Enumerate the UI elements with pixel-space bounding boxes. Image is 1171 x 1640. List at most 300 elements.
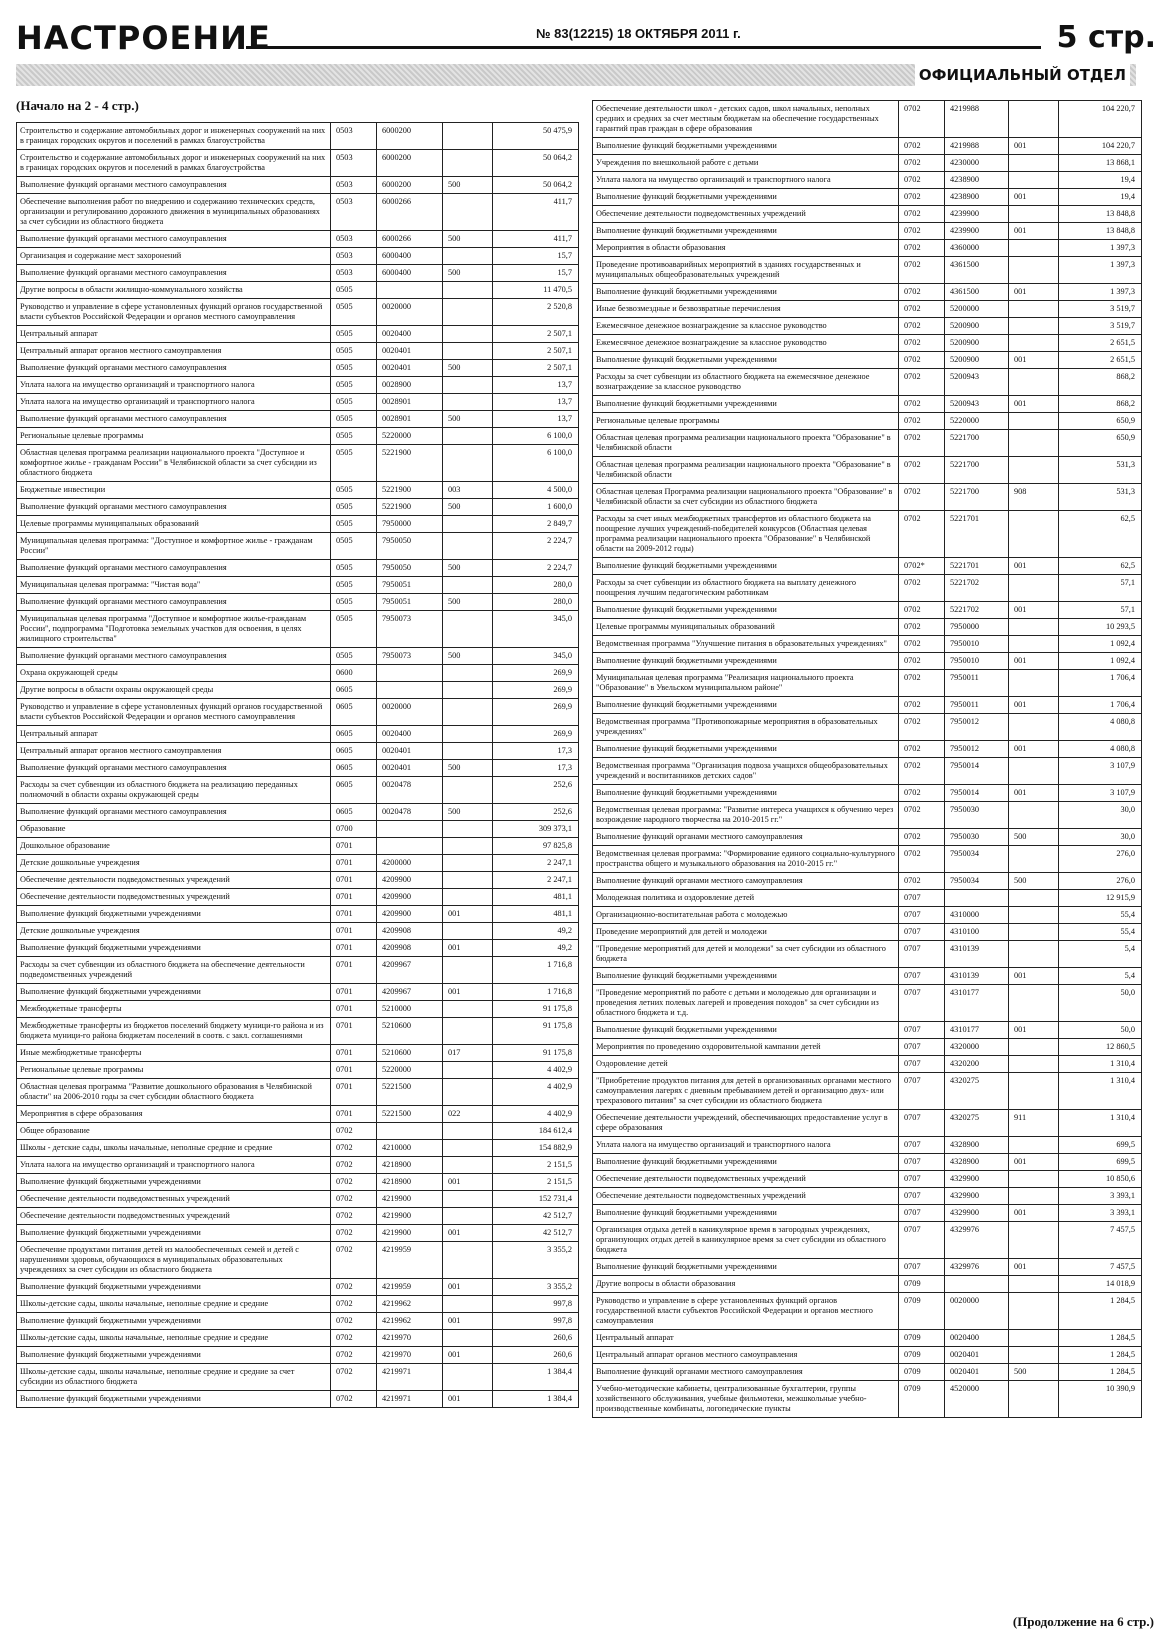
item-name-cell: Обеспечение деятельности учреждений, обеспечивающих предоставление услуг в сфере образования (593, 1110, 899, 1137)
amount-cell: 19,4 (1059, 172, 1142, 189)
amount-cell: 91 175,8 (493, 1018, 579, 1045)
amount-cell: 2 224,7 (493, 560, 579, 577)
expense-type-cell (443, 1191, 493, 1208)
target-code-cell: 5221701 (945, 558, 1009, 575)
amount-cell: 13 868,1 (1059, 155, 1142, 172)
amount-cell: 260,6 (493, 1347, 579, 1364)
amount-cell: 269,9 (493, 726, 579, 743)
item-name-cell: Мероприятия по проведению оздоровительной кампании детей (593, 1039, 899, 1056)
expense-type-cell: 908 (1009, 484, 1059, 511)
amount-cell: 4 402,9 (493, 1062, 579, 1079)
section-code-cell: 0702 (331, 1191, 377, 1208)
item-name-cell: Мероприятия в сфере образования (17, 1106, 331, 1123)
target-code-cell: 4200000 (377, 855, 443, 872)
item-name-cell: Выполнение функций органами местного самоуправления (17, 648, 331, 665)
section-code-cell: 0605 (331, 743, 377, 760)
amount-cell: 30,0 (1059, 829, 1142, 846)
target-code-cell: 5221702 (945, 575, 1009, 602)
target-code-cell: 4219962 (377, 1296, 443, 1313)
amount-cell: 49,2 (493, 923, 579, 940)
section-code-cell: 0702 (331, 1208, 377, 1225)
target-code-cell: 5220000 (377, 428, 443, 445)
table-row (593, 1276, 1142, 1293)
target-code-cell: 4361500 (945, 284, 1009, 301)
table-row (593, 802, 1142, 829)
expense-type-cell (1009, 335, 1059, 352)
target-code-cell: 4310177 (945, 1022, 1009, 1039)
section-code-cell: 0702* (899, 558, 945, 575)
target-code-cell: 6000400 (377, 265, 443, 282)
table-row (17, 906, 579, 923)
item-name-cell: Региональные целевые программы (17, 1062, 331, 1079)
expense-type-cell (1009, 670, 1059, 697)
amount-cell: 2 247,1 (493, 855, 579, 872)
target-code-cell: 5221700 (945, 457, 1009, 484)
table-row (17, 1242, 579, 1279)
table-row (17, 1001, 579, 1018)
target-code-cell: 0020400 (945, 1330, 1009, 1347)
section-code-cell: 0702 (899, 484, 945, 511)
amount-cell: 699,5 (1059, 1154, 1142, 1171)
expense-type-cell: 001 (1009, 785, 1059, 802)
table-row (593, 1188, 1142, 1205)
item-name-cell: Выполнение функций бюджетными учреждениями (593, 396, 899, 413)
item-name-cell: Выполнение функций бюджетными учреждениями (593, 697, 899, 714)
item-name-cell: Иные безвозмездные и безвозвратные перечисления (593, 301, 899, 318)
table-row (17, 1191, 579, 1208)
table-row (593, 301, 1142, 318)
amount-cell: 269,9 (493, 682, 579, 699)
amount-cell: 2 151,5 (493, 1157, 579, 1174)
item-name-cell: Выполнение функций органами местного самоуправления (17, 411, 331, 428)
item-name-cell: Обеспечение деятельности подведомственных учреждений (17, 872, 331, 889)
section-code-cell: 0702 (899, 301, 945, 318)
section-code-cell: 0701 (331, 1045, 377, 1062)
item-name-cell: Расходы за счет иных межбюджетных трансфертов из областного бюджета на поощрение лучших учреждений-победителей конкурсов (Областная целевая программа реализации национального проекта "Образование" в Челябинской области на 2009-2012 годы) (593, 511, 899, 558)
table-row (17, 940, 579, 957)
item-name-cell: Выполнение функций бюджетными учреждениями (593, 785, 899, 802)
section-code-cell: 0702 (899, 413, 945, 430)
section-code-cell: 0707 (899, 1154, 945, 1171)
target-code-cell: 0020400 (377, 726, 443, 743)
table-row (17, 248, 579, 265)
target-code-cell (945, 1276, 1009, 1293)
target-code-cell: 4329976 (945, 1259, 1009, 1276)
amount-cell: 55,4 (1059, 924, 1142, 941)
table-row (593, 924, 1142, 941)
section-code-cell: 0702 (899, 741, 945, 758)
expense-type-cell (443, 957, 493, 984)
amount-cell: 650,9 (1059, 430, 1142, 457)
expense-type-cell (1009, 890, 1059, 907)
table-row (17, 377, 579, 394)
section-code-cell: 0605 (331, 726, 377, 743)
expense-type-cell (443, 377, 493, 394)
section-code-cell: 0702 (331, 1391, 377, 1408)
amount-cell: 13 848,8 (1059, 206, 1142, 223)
item-name-cell: Центральный аппарат (17, 726, 331, 743)
expense-type-cell (443, 428, 493, 445)
expense-type-cell (1009, 172, 1059, 189)
item-name-cell: "Проведение мероприятий по работе с детьми и молодежью для организации и проведения летних полевых лагерей и проведения походов" за счет субсидии из областного бюджета и т.д. (593, 985, 899, 1022)
section-code-cell: 0503 (331, 150, 377, 177)
target-code-cell: 7950011 (945, 670, 1009, 697)
item-name-cell: Учреждения по внешкольной работе с детьми (593, 155, 899, 172)
section-code-cell: 0605 (331, 699, 377, 726)
section-code-cell: 0505 (331, 533, 377, 560)
expense-type-cell: 001 (1009, 1259, 1059, 1276)
section-code-cell: 0505 (331, 428, 377, 445)
expense-type-cell (1009, 924, 1059, 941)
amount-cell: 13,7 (493, 394, 579, 411)
section-code-cell: 0707 (899, 1205, 945, 1222)
section-code-cell: 0702 (331, 1123, 377, 1140)
table-row (17, 804, 579, 821)
section-code-cell: 0702 (331, 1242, 377, 1279)
table-row (17, 1123, 579, 1140)
target-code-cell (377, 282, 443, 299)
expense-type-cell (443, 123, 493, 150)
item-name-cell: Выполнение функций бюджетными учреждениями (593, 284, 899, 301)
section-code-cell: 0702 (899, 101, 945, 138)
table-row (593, 1039, 1142, 1056)
section-code-cell: 0702 (899, 206, 945, 223)
item-name-cell: Целевые программы муниципальных образований (593, 619, 899, 636)
expense-type-cell: 001 (1009, 1022, 1059, 1039)
amount-cell: 42 512,7 (493, 1208, 579, 1225)
amount-cell: 1 706,4 (1059, 697, 1142, 714)
section-code-cell: 0503 (331, 265, 377, 282)
section-code-cell: 0701 (331, 906, 377, 923)
target-code-cell (377, 665, 443, 682)
target-code-cell: 4219900 (377, 1208, 443, 1225)
item-name-cell: Выполнение функций бюджетными учреждениями (17, 906, 331, 923)
amount-cell: 997,8 (493, 1313, 579, 1330)
section-code-cell: 0709 (899, 1330, 945, 1347)
target-code-cell: 0020000 (377, 699, 443, 726)
item-name-cell: Межбюджетные трансферты из бюджетов поселений бюджету муници-го района и из бюджета муници-го района бюджетам поселений в соотв. с закл. соглашениями (17, 1018, 331, 1045)
expense-type-cell (1009, 1188, 1059, 1205)
expense-type-cell: 500 (443, 560, 493, 577)
table-row (17, 726, 579, 743)
table-row (593, 352, 1142, 369)
target-code-cell: 7950034 (945, 873, 1009, 890)
target-code-cell: 5200943 (945, 369, 1009, 396)
section-code-cell: 0702 (899, 155, 945, 172)
section-code-cell: 0702 (899, 369, 945, 396)
section-code-cell: 0702 (899, 430, 945, 457)
item-name-cell: Выполнение функций бюджетными учреждениями (593, 1205, 899, 1222)
amount-cell: 4 500,0 (493, 482, 579, 499)
section-code-cell: 0701 (331, 889, 377, 906)
amount-cell: 481,1 (493, 906, 579, 923)
table-row (593, 457, 1142, 484)
item-name-cell: Центральный аппарат органов местного самоуправления (17, 343, 331, 360)
expense-type-cell: 001 (443, 984, 493, 1001)
expense-type-cell (1009, 511, 1059, 558)
target-code-cell: 7950030 (945, 802, 1009, 829)
expense-type-cell (443, 743, 493, 760)
item-name-cell: Выполнение функций бюджетными учреждениями (17, 1391, 331, 1408)
left-column (16, 122, 578, 1408)
section-code-cell: 0702 (899, 829, 945, 846)
amount-cell: 1 716,8 (493, 957, 579, 984)
expense-type-cell (1009, 758, 1059, 785)
amount-cell: 1 284,5 (1059, 1293, 1142, 1330)
target-code-cell (377, 821, 443, 838)
table-row (17, 1364, 579, 1391)
table-row (593, 985, 1142, 1022)
expense-type-cell (443, 821, 493, 838)
item-name-cell: Ведомственная целевая программа: "Развитие интереса учащихся к обучению через возрождение народного творчества на 2010-2015 гг." (593, 802, 899, 829)
section-code-cell: 0505 (331, 411, 377, 428)
section-code-cell: 0505 (331, 326, 377, 343)
table-row (593, 1073, 1142, 1110)
expense-type-cell: 001 (443, 906, 493, 923)
item-name-cell: Детские дошкольные учреждения (17, 855, 331, 872)
section-code-cell: 0709 (899, 1364, 945, 1381)
item-name-cell: Школы-детские сады, школы начальные, неполные средние и средние (17, 1296, 331, 1313)
expense-type-cell (1009, 155, 1059, 172)
amount-cell: 868,2 (1059, 396, 1142, 413)
target-code-cell: 7950030 (945, 829, 1009, 846)
table-row (17, 872, 579, 889)
section-code-cell: 0605 (331, 760, 377, 777)
item-name-cell: Выполнение функций бюджетными учреждениями (593, 741, 899, 758)
section-code-cell: 0702 (899, 189, 945, 206)
target-code-cell: 6000200 (377, 177, 443, 194)
target-code-cell: 5221701 (945, 511, 1009, 558)
item-name-cell: Выполнение функций бюджетными учреждениями (17, 1279, 331, 1296)
item-name-cell: Руководство и управление в сфере установленных функций органов государственной власти субъектов Российской Федерации и органов местного самоуправления (593, 1293, 899, 1330)
item-name-cell: Расходы за счет субвенции из областного бюджета на реализацию переданных полномочий в области охраны окружающей среды (17, 777, 331, 804)
continuation-end-note: (Продолжение на 6 стр.) (1012, 1614, 1154, 1629)
target-code-cell: 4218900 (377, 1174, 443, 1191)
target-code-cell: 4310139 (945, 941, 1009, 968)
section-code-cell: 0702 (899, 138, 945, 155)
target-code-cell: 4219962 (377, 1313, 443, 1330)
target-code-cell: 7950051 (377, 594, 443, 611)
table-row (593, 430, 1142, 457)
table-row (593, 1381, 1142, 1418)
expense-type-cell (1009, 1137, 1059, 1154)
section-code-cell: 0702 (899, 846, 945, 873)
expense-type-cell: 500 (443, 231, 493, 248)
item-name-cell: Выполнение функций органами местного самоуправления (17, 177, 331, 194)
item-name-cell: Выполнение функций органами местного самоуправления (17, 560, 331, 577)
target-code-cell: 5221500 (377, 1079, 443, 1106)
table-row (17, 1347, 579, 1364)
expense-type-cell (443, 1364, 493, 1391)
section-code-cell: 0702 (331, 1157, 377, 1174)
table-row (17, 923, 579, 940)
expense-type-cell (443, 445, 493, 482)
amount-cell: 1 397,3 (1059, 257, 1142, 284)
item-name-cell: Обеспечение деятельности подведомственных учреждений (593, 1188, 899, 1205)
section-code-cell: 0707 (899, 968, 945, 985)
amount-cell: 4 080,8 (1059, 714, 1142, 741)
table-row (593, 240, 1142, 257)
target-code-cell: 4310000 (945, 907, 1009, 924)
amount-cell: 345,0 (493, 648, 579, 665)
table-row (593, 484, 1142, 511)
item-name-cell: Выполнение функций бюджетными учреждениями (593, 1259, 899, 1276)
table-row (17, 516, 579, 533)
amount-cell: 276,0 (1059, 873, 1142, 890)
table-row (593, 602, 1142, 619)
budget-table-right (592, 100, 1142, 1418)
item-name-cell: Оздоровление детей (593, 1056, 899, 1073)
table-row (593, 785, 1142, 802)
section-code-cell: 0702 (899, 653, 945, 670)
table-row (17, 1391, 579, 1408)
target-code-cell: 4520000 (945, 1381, 1009, 1418)
section-code-cell: 0505 (331, 560, 377, 577)
section-code-cell: 0702 (331, 1174, 377, 1191)
target-code-cell: 4219900 (377, 1225, 443, 1242)
table-row (17, 499, 579, 516)
target-code-cell: 4219959 (377, 1279, 443, 1296)
expense-type-cell (443, 665, 493, 682)
expense-type-cell: 500 (1009, 1364, 1059, 1381)
table-row (17, 1279, 579, 1296)
item-name-cell: Муниципальная целевая программа "Реализация национального проекта "Образование" в Увельском муниципальном районе" (593, 670, 899, 697)
expense-type-cell (443, 1242, 493, 1279)
table-row (593, 511, 1142, 558)
section-code-cell: 0505 (331, 299, 377, 326)
amount-cell: 1 284,5 (1059, 1330, 1142, 1347)
section-code-cell: 0707 (899, 1188, 945, 1205)
section-code-cell: 0702 (899, 619, 945, 636)
item-name-cell: Областная целевая программа "Развитие дошкольного образования в Челябинской области" на 2006-2010 годы за счет субсидии областного бюджета (17, 1079, 331, 1106)
amount-cell: 2 507,1 (493, 360, 579, 377)
amount-cell: 55,4 (1059, 907, 1142, 924)
item-name-cell: Выполнение функций бюджетными учреждениями (17, 984, 331, 1001)
section-code-cell: 0702 (899, 602, 945, 619)
item-name-cell: Выполнение функций органами местного самоуправления (17, 360, 331, 377)
target-code-cell: 5210600 (377, 1018, 443, 1045)
expense-type-cell (1009, 1347, 1059, 1364)
section-code-cell: 0707 (899, 1039, 945, 1056)
section-code-cell: 0605 (331, 777, 377, 804)
section-code-cell: 0707 (899, 941, 945, 968)
amount-cell: 269,9 (493, 699, 579, 726)
item-name-cell: Уплата налога на имущество организаций и транспортного налога (593, 1137, 899, 1154)
expense-type-cell (1009, 1039, 1059, 1056)
table-row (593, 758, 1142, 785)
expense-type-cell (443, 1140, 493, 1157)
target-code-cell: 5200000 (945, 301, 1009, 318)
table-row (17, 665, 579, 682)
table-row (593, 413, 1142, 430)
item-name-cell: Областная целевая программа реализации национального проекта "Образование" в Челябинской области (593, 457, 899, 484)
section-code-cell: 0702 (899, 873, 945, 890)
section-code-cell: 0701 (331, 1018, 377, 1045)
item-name-cell: Целевые программы муниципальных образований (17, 516, 331, 533)
amount-cell: 1 310,4 (1059, 1056, 1142, 1073)
expense-type-cell: 001 (443, 940, 493, 957)
target-code-cell: 4209908 (377, 923, 443, 940)
expense-type-cell (1009, 846, 1059, 873)
item-name-cell: Охрана окружающей среды (17, 665, 331, 682)
target-code-cell: 0020401 (377, 360, 443, 377)
section-code-cell: 0709 (899, 1293, 945, 1330)
target-code-cell: 5200900 (945, 335, 1009, 352)
target-code-cell: 0028901 (377, 411, 443, 428)
target-code-cell: 6000400 (377, 248, 443, 265)
item-name-cell: Выполнение функций органами местного самоуправления (17, 499, 331, 516)
table-row (593, 829, 1142, 846)
amount-cell: 10 390,9 (1059, 1381, 1142, 1418)
amount-cell: 531,3 (1059, 484, 1142, 511)
masthead-rule (246, 46, 1041, 49)
target-code-cell: 0020400 (377, 326, 443, 343)
amount-cell: 2 849,7 (493, 516, 579, 533)
item-name-cell: Выполнение функций органами местного самоуправления (17, 804, 331, 821)
amount-cell: 104 220,7 (1059, 138, 1142, 155)
expense-type-cell (443, 1157, 493, 1174)
table-row (17, 1313, 579, 1330)
section-code-cell: 0707 (899, 1022, 945, 1039)
amount-cell: 1 716,8 (493, 984, 579, 1001)
section-code-cell: 0702 (899, 785, 945, 802)
expense-type-cell (1009, 1222, 1059, 1259)
amount-cell: 3 393,1 (1059, 1205, 1142, 1222)
expense-type-cell: 001 (1009, 223, 1059, 240)
expense-type-cell (443, 299, 493, 326)
expense-type-cell (443, 726, 493, 743)
item-name-cell: Организация отдыха детей в каникулярное время в загородных учреждениях, организующих отдых детей в каникулярное время за счет субсидии из областного бюджета (593, 1222, 899, 1259)
table-row (593, 636, 1142, 653)
target-code-cell: 0028900 (377, 377, 443, 394)
target-code-cell: 5221700 (945, 430, 1009, 457)
table-row (593, 1171, 1142, 1188)
table-row (593, 697, 1142, 714)
section-code-cell: 0701 (331, 855, 377, 872)
section-code-cell: 0707 (899, 1259, 945, 1276)
amount-cell: 5,4 (1059, 968, 1142, 985)
target-code-cell: 5221900 (377, 445, 443, 482)
amount-cell: 411,7 (493, 231, 579, 248)
expense-type-cell (443, 326, 493, 343)
item-name-cell: Выполнение функций бюджетными учреждениями (17, 1347, 331, 1364)
amount-cell: 1 600,0 (493, 499, 579, 516)
amount-cell: 17,3 (493, 760, 579, 777)
item-name-cell: Выполнение функций органами местного самоуправления (17, 760, 331, 777)
amount-cell: 4 402,9 (493, 1106, 579, 1123)
item-name-cell: Выполнение функций бюджетными учреждениями (17, 1225, 331, 1242)
amount-cell: 1 397,3 (1059, 284, 1142, 301)
amount-cell: 5,4 (1059, 941, 1142, 968)
target-code-cell: 0020401 (377, 760, 443, 777)
section-code-cell: 0702 (899, 284, 945, 301)
target-code-cell: 7950050 (377, 533, 443, 560)
item-name-cell: Выполнение функций бюджетными учреждениями (593, 1022, 899, 1039)
expense-type-cell (443, 1296, 493, 1313)
target-code-cell: 4219959 (377, 1242, 443, 1279)
section-code-cell: 0702 (899, 511, 945, 558)
table-row (593, 369, 1142, 396)
expense-type-cell: 500 (443, 411, 493, 428)
expense-type-cell: 500 (443, 594, 493, 611)
section-code-cell: 0701 (331, 984, 377, 1001)
item-name-cell: Обеспечение деятельности подведомственных учреждений (593, 1171, 899, 1188)
item-name-cell: Дошкольное образование (17, 838, 331, 855)
section-code-cell: 0503 (331, 177, 377, 194)
amount-cell: 1 384,4 (493, 1364, 579, 1391)
section-code-cell: 0707 (899, 907, 945, 924)
target-code-cell: 0020401 (377, 743, 443, 760)
